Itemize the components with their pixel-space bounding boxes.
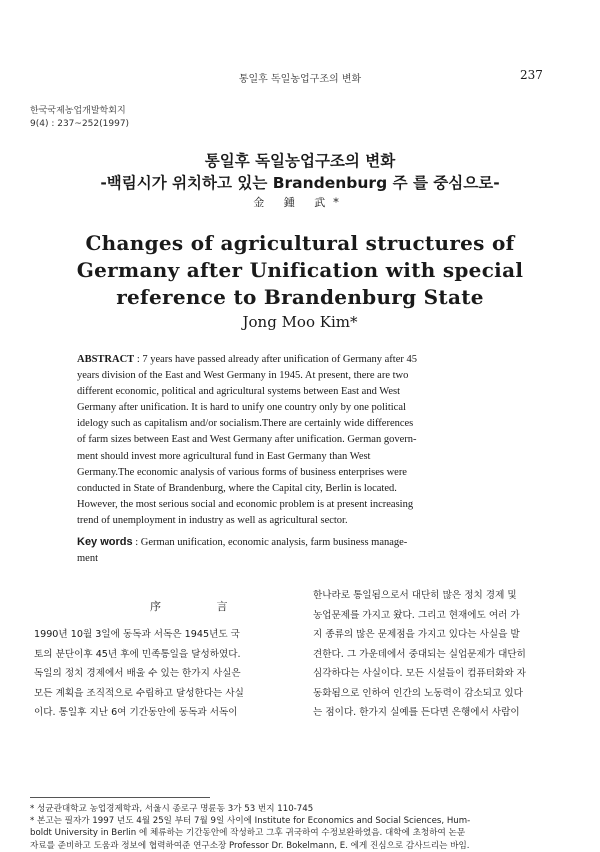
section-heading: 序 言 — [150, 600, 254, 613]
journal-citation: 9(4) : 237~252(1997) — [30, 119, 130, 129]
footnote-divider — [30, 797, 210, 798]
footnote-line: boldt University in Berlin 에 체류하는 기간동안에 작성하고 그후 귀국하여 수정보완하였음. 대학에 초청하여 논문 — [30, 828, 466, 839]
body-line: 모든 계획을 조직적으로 수립하고 달성한다는 사실 — [34, 687, 244, 699]
abstract-line: However, the most serious social and economic problem is at present increasing — [77, 498, 414, 510]
abstract-line: idelogy such as capitalism and/or socialism.There are certainly wide differences — [77, 418, 414, 430]
footnote-line: * 본고는 필자가 1997 년도 4월 25일 부터 7월 9일 사이에 Institute for Economics and Social Sciences, Hum- — [30, 816, 471, 827]
body-line: 독일의 정치 경제에서 배울 수 있는 한가지 사실은 — [34, 668, 241, 679]
korean-title-sub: -백림시가 위치하고 있는 Brandenburg 주 를 중심으로- — [100, 174, 500, 192]
abstract-line: conducted in State of Brandenburg, where the Capital city, Berlin is located. — [77, 482, 397, 494]
body-line: 는 점이다. 한가지 실예를 든다면 은행에서 사람이 — [313, 707, 520, 718]
footnotes — [30, 803, 575, 852]
journal-name: 한국국제농업개발학회지 — [30, 106, 126, 116]
abstract-line: Germany.The economic analysis of various forms of business enterprises were — [77, 466, 407, 478]
keywords-label: Key words — [77, 536, 133, 548]
body-right-column — [313, 586, 575, 723]
abstract-text: : 7 years have passed already after unification of Germany after 45 — [134, 354, 417, 365]
body-line: 농업문제를 가지고 왔다. 그리고 현재에도 여러 가 — [313, 609, 520, 621]
body-line: 한나라로 통일됨으로서 대단히 많은 정치 경제 및 — [313, 590, 517, 601]
body-line: 지 종류의 많은 문제점을 가지고 있다는 사실을 발 — [313, 629, 520, 640]
abstract-line: years division of the East and West Germany in 1945. At present, there are two — [77, 370, 409, 382]
abstract — [77, 352, 517, 529]
keywords — [77, 534, 517, 567]
korean-title-main: 통일후 독일농업구조의 변화 — [204, 152, 396, 170]
body-line: 견한다. 그 가운데에서 중대되는 실업문제가 대단히 — [313, 648, 526, 660]
journal-info — [30, 105, 129, 131]
abstract-line: Germany after unification. It is hard to unify one country only by one political — [77, 402, 406, 414]
body-left-column — [34, 625, 294, 723]
korean-author: 金 鍾 武* — [253, 196, 347, 209]
running-title: 통일후 독일농업구조의 변화 — [238, 74, 362, 85]
korean-title — [0, 150, 600, 194]
abstract-line: ment should invest more agricultural fund in East Germany than West — [77, 450, 371, 462]
english-title-line-1: Changes of agricultural structures of — [85, 231, 515, 255]
footnote-line: 자료를 준비하고 도움과 정보에 협력하여준 연구소장 Professor Dr. Bokelmann, E. 에게 진심으로 감사드리는 바임. — [30, 840, 470, 851]
body-line: 1990년 10월 3일에 동독과 서독은 1945년도 국 — [34, 629, 240, 640]
abstract-line — [77, 352, 517, 368]
keywords-text: : German unification, economic analysis, farm business manage- — [132, 537, 408, 548]
footnote-line: * 성균관대학교 농업경제학과, 서울시 종로구 명륜동 3가 53 번지 110-745 — [30, 804, 314, 814]
abstract-line: of farm sizes between East and West Germany after unification. German govern- — [77, 434, 417, 446]
english-author: Jong Moo Kim* — [242, 313, 358, 331]
abstract-label: ABSTRACT — [77, 354, 135, 365]
body-line: 동화됨으로 인하여 인간의 노동력이 감소되고 있다 — [313, 687, 523, 699]
body-line: 이다. 통일후 지난 6여 기간동안에 동독과 서독이 — [34, 707, 238, 718]
english-title — [0, 230, 600, 311]
page-number: 237 — [520, 68, 543, 82]
abstract-line: different economic, political and agricultural systems between East and West — [77, 386, 400, 398]
abstract-line: trend of unemployment in industry as well as agricultural sector. — [77, 514, 348, 526]
keywords-text-cont: ment — [77, 553, 98, 564]
english-title-line-3: reference to Brandenburg State — [116, 285, 484, 309]
body-line: 심각하다는 사실이다. 모든 시설들이 컴퓨터화와 자 — [313, 668, 526, 679]
body-line: 토의 분단이후 45년 후에 민족통일을 달성하였다. — [34, 648, 241, 660]
english-title-line-2: Germany after Unification with special — [76, 258, 524, 282]
